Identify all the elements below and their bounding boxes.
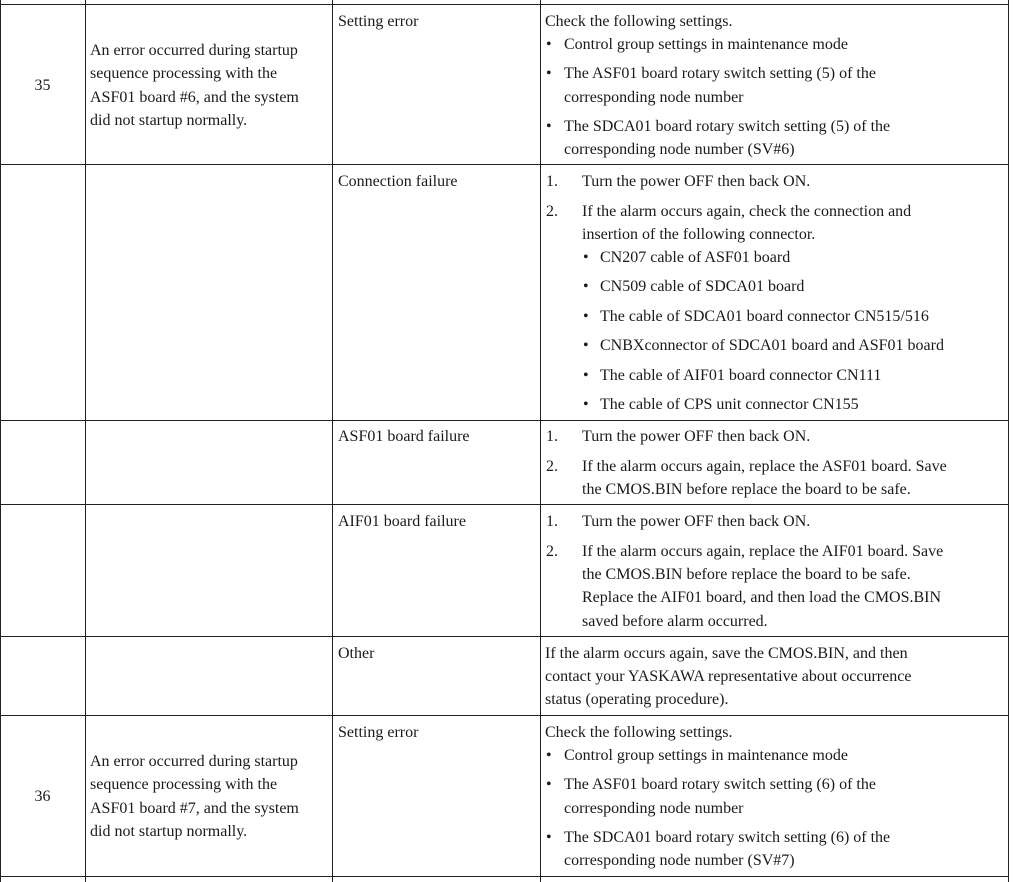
cause-cell: Setting error <box>338 724 419 741</box>
description-line: sequence processing with the <box>90 776 278 793</box>
step-text: saved before alarm occurred. <box>582 613 768 630</box>
table-border <box>1008 0 1009 882</box>
cause-cell: Other <box>338 645 375 662</box>
bullet-icon: • <box>583 308 589 325</box>
bullet-icon: • <box>546 747 552 764</box>
step-text: If the alarm occurs again, replace the AIF01 board. Save <box>582 543 944 560</box>
table-border <box>0 164 1009 165</box>
table-border <box>540 0 541 882</box>
step-number: 2. <box>546 458 558 475</box>
connector-item: The cable of CPS unit connector CN155 <box>600 396 859 413</box>
remedy-text: status (operating procedure). <box>545 691 729 708</box>
bullet-icon: • <box>546 65 552 82</box>
bullet-icon: • <box>583 337 589 354</box>
description-line: did not startup normally. <box>90 823 248 840</box>
description-line: ASF01 board #6, and the system <box>90 89 299 106</box>
remedy-bullet: corresponding node number <box>564 800 744 817</box>
connector-item: CN509 cable of SDCA01 board <box>600 278 805 295</box>
remedy-bullet: The ASF01 board rotary switch setting (6) of the <box>564 776 876 793</box>
bullet-icon: • <box>583 278 589 295</box>
remedy-intro: Check the following settings. <box>545 724 733 741</box>
bullet-icon: • <box>583 396 589 413</box>
connector-item: CNBXconnector of SDCA01 board and ASF01 board <box>600 337 944 354</box>
step-text: Turn the power OFF then back ON. <box>582 173 811 190</box>
table-border <box>332 0 333 882</box>
connector-item: The cable of SDCA01 board connector CN515/516 <box>600 308 929 325</box>
remedy-text: contact your YASKAWA representative about occurrence <box>545 668 912 685</box>
table-border <box>0 420 1009 421</box>
bullet-icon: • <box>583 367 589 384</box>
remedy-intro: Check the following settings. <box>545 13 733 30</box>
table-border <box>0 0 1 882</box>
alarm-number: 35 <box>34 77 51 94</box>
step-text: the CMOS.BIN before replace the board to be safe. <box>582 566 911 583</box>
remedy-bullet: Control group settings in maintenance mode <box>564 747 848 764</box>
description-line: did not startup normally. <box>90 112 248 129</box>
connector-item: The cable of AIF01 board connector CN111 <box>600 367 882 384</box>
cause-cell: ASF01 board failure <box>338 428 470 445</box>
description-line: An error occurred during startup <box>90 753 298 770</box>
table-border <box>0 504 1009 505</box>
remedy-bullet: corresponding node number <box>564 89 744 106</box>
table-border <box>0 4 1009 5</box>
step-number: 1. <box>546 173 558 190</box>
step-text: Turn the power OFF then back ON. <box>582 513 811 530</box>
bullet-icon: • <box>546 776 552 793</box>
step-text: Replace the AIF01 board, and then load the CMOS.BIN <box>582 589 942 606</box>
table-border <box>0 636 1009 637</box>
cause-cell: Setting error <box>338 13 419 30</box>
description-line: sequence processing with the <box>90 65 278 82</box>
bullet-icon: • <box>546 36 552 53</box>
step-text: the CMOS.BIN before replace the board to be safe. <box>582 481 911 498</box>
remedy-bullet: corresponding node number (SV#7) <box>564 852 795 869</box>
step-text: If the alarm occurs again, replace the ASF01 board. Save <box>582 458 947 475</box>
description-line: An error occurred during startup <box>90 42 298 59</box>
step-text: If the alarm occurs again, check the connection and <box>582 203 912 220</box>
step-number: 1. <box>546 513 558 530</box>
step-text: insertion of the following connector. <box>582 226 816 243</box>
bullet-icon: • <box>546 118 552 135</box>
table-border <box>85 0 86 882</box>
remedy-text: If the alarm occurs again, save the CMOS.BIN, and then <box>545 645 908 662</box>
remedy-bullet: Control group settings in maintenance mode <box>564 36 848 53</box>
remedy-bullet: The SDCA01 board rotary switch setting (6) of the <box>564 829 891 846</box>
step-number: 2. <box>546 543 558 560</box>
connector-item: CN207 cable of ASF01 board <box>600 249 791 266</box>
step-number: 1. <box>546 428 558 445</box>
bullet-icon: • <box>583 249 589 266</box>
remedy-bullet: The ASF01 board rotary switch setting (5) of the <box>564 65 876 82</box>
table-border <box>0 715 1009 716</box>
remedy-bullet: The SDCA01 board rotary switch setting (5) of the <box>564 118 891 135</box>
step-text: Turn the power OFF then back ON. <box>582 428 811 445</box>
table-border <box>0 876 1009 877</box>
bullet-icon: • <box>546 829 552 846</box>
step-number: 2. <box>546 203 558 220</box>
cause-cell: Connection failure <box>338 173 458 190</box>
alarm-number: 36 <box>34 788 51 805</box>
description-line: ASF01 board #7, and the system <box>90 800 299 817</box>
cause-cell: AIF01 board failure <box>338 513 466 530</box>
remedy-bullet: corresponding node number (SV#6) <box>564 141 795 158</box>
